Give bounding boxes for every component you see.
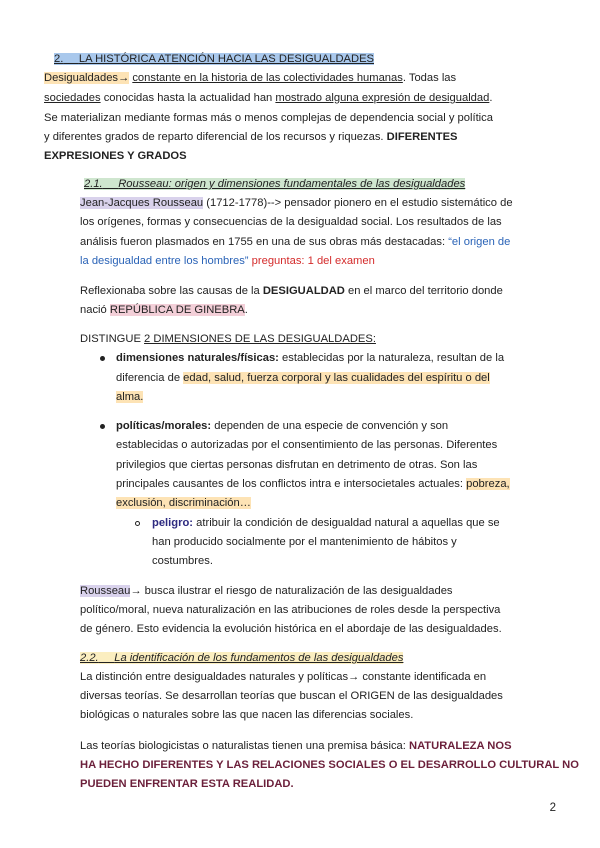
- bullet-dot: [100, 356, 105, 361]
- bullet-1-line-1: dimensiones naturales/físicas: establecidas por la naturaleza, resultan de la: [116, 352, 505, 364]
- page-number: 2: [549, 802, 556, 814]
- section-title: LA HISTÓRICA ATENCIÓN HACIA LAS DESIGUALDADES: [78, 53, 374, 65]
- sub-bullet-line-3: costumbres.: [152, 555, 213, 567]
- distingue-line: DISTINGUE 2 DIMENSIONES DE LAS DESIGUALDADES:: [80, 333, 376, 345]
- bullet-2-line-4: principales causantes de los conflictos intra e intersocietales actuales: pobreza,: [116, 478, 510, 490]
- rousseau-line-4: la desigualdad entre los hombres” preguntas: 1 del examen: [80, 255, 375, 267]
- s22-line-1: La distinción entre desigualdades naturales y políticas→ constante identificada en: [80, 671, 487, 683]
- intro-line-4: y diferentes grados de reparto diferencial de los recursos y riquezas. DIFERENTES: [44, 131, 458, 143]
- bullet-dot: [100, 424, 105, 429]
- bullet-2-line-3: privilegios que ciertas personas disfrutan en detrimento de otras. Son las: [116, 459, 478, 471]
- section-number: 2.: [54, 53, 64, 65]
- section-2-heading: [54, 51, 374, 67]
- rousseau-summary-line-2: político/moral, nueva naturalización en las atribuciones de roles desde la perspectiva: [80, 604, 501, 616]
- rousseau-summary-line-3: de género. Esto evidencia la evolución histórica en el abordaje de las desigualdades.: [80, 623, 502, 635]
- section-2-heading-text: [54, 53, 374, 65]
- subsection-2-2-heading: 2.2. La identificación de los fundamentos de las desigualdades: [80, 652, 404, 664]
- sub-bullet-circle: [135, 521, 140, 526]
- s22-premise-line-2: HA HECHO DIFERENTES Y LAS RELACIONES SOCIALES O EL DESARROLLO CULTURAL NO: [80, 759, 579, 771]
- s22-line-3: biológicas o naturales sobre las que nacen las diferencias sociales.: [80, 709, 414, 721]
- s22-premise-line-3: PUEDEN ENFRENTAR ESTA REALIDAD.: [80, 778, 294, 790]
- sub-bullet-line-2: han producido socialmente por el mantenimiento de hábitos y: [152, 536, 457, 548]
- bullet-2-line-2: establecidas o autorizadas por el consentimiento de las personas. Diferentes: [116, 439, 498, 451]
- bullet-1-line-2: diferencia de edad, salud, fuerza corporal y las cualidades del espíritu o del: [116, 372, 490, 384]
- intro-line-5: EXPRESIONES Y GRADOS: [44, 150, 187, 162]
- term-desigualdades: Desigualdades→: [44, 72, 130, 84]
- bullet-2-line-5: exclusión, discriminación…: [116, 497, 251, 509]
- s22-premise-line-1: Las teorías biologicistas o naturalistas tienen una premisa básica: NATURALEZA NOS: [80, 740, 512, 752]
- intro-line-1: Desigualdades→ constante en la historia de las colectividades humanas. Todas las: [44, 72, 457, 84]
- intro-line-2: sociedades conocidas hasta la actualidad han mostrado alguna expresión de desigualdad.: [44, 92, 493, 104]
- reflexion-line-1: Reflexionaba sobre las causas de la DESIGUALDAD en el marco del territorio donde: [80, 285, 503, 297]
- s22-line-2: diversas teorías. Se desarrollan teorías que buscan el ORIGEN de las desigualdades: [80, 690, 503, 702]
- rousseau-line-1: Jean-Jacques Rousseau (1712-1778)--> pensador pionero en el estudio sistemático de: [80, 197, 513, 209]
- rousseau-summary-line-1: Rousseau→ busca ilustrar el riesgo de naturalización de las desigualdades: [80, 585, 453, 597]
- rousseau-line-3: análisis fueron plasmados en 1755 en una de sus obras más destacadas: “el origen de: [80, 236, 511, 248]
- bullet-2-line-1: políticas/morales: dependen de una especie de convención y son: [116, 420, 449, 432]
- intro-line-3: Se materializan mediante formas más o menos complejas de dependencia social y política: [44, 112, 493, 124]
- bullet-1-line-3: alma.: [116, 391, 144, 403]
- rousseau-line-2: los orígenes, formas y consecuencias de la desigualdad social. Los resultados de las: [80, 216, 502, 228]
- sub-bullet-line-1: peligro: atribuir la condición de desigualdad natural a aquellas que se: [152, 517, 500, 529]
- reflexion-line-2: nació REPÚBLICA DE GINEBRA.: [80, 304, 248, 316]
- subsection-2-1-heading: 2.1. Rousseau: origen y dimensiones fundamentales de las desigualdades: [84, 178, 466, 190]
